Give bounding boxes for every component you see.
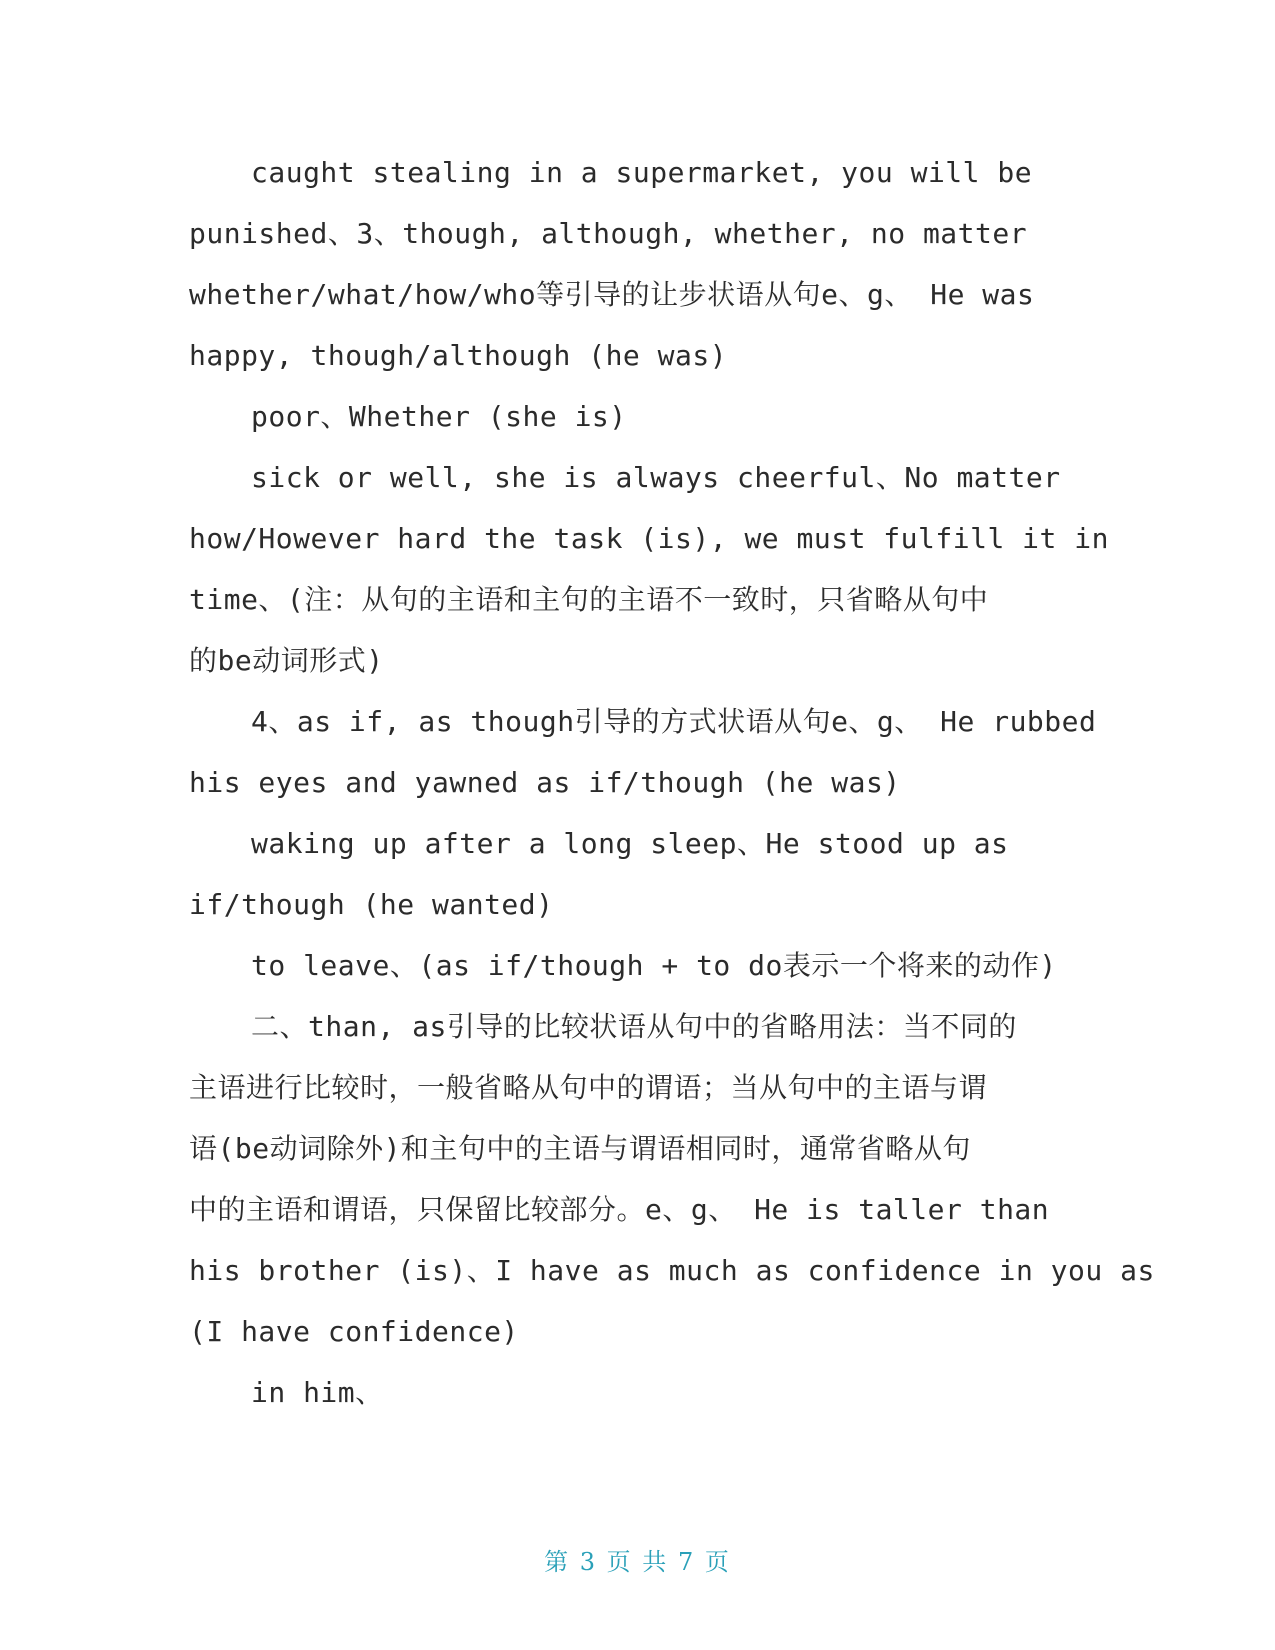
text-line: 二、than, as引导的比较状语从句中的省略用法：当不同的 — [251, 1010, 1017, 1043]
document-body — [189, 142, 1155, 1423]
text-line: to leave、(as if/though + to do表示一个将来的动作) — [251, 949, 1057, 982]
text-line: his eyes and yawned as if/though (he was) — [189, 766, 901, 799]
text-line: in him、 — [251, 1376, 384, 1409]
text-line: happy, though/although (he was) — [189, 339, 728, 372]
text-line: 语(be动词除外)和主句中的主语与谓语相同时，通常省略从句 — [189, 1132, 971, 1165]
text-line: if/though (he wanted) — [189, 888, 554, 921]
text-line: poor、Whether (she is) — [251, 400, 627, 433]
text-line: sick or well, she is always cheerful、No matter — [251, 461, 1061, 494]
page-number-footer: 第 3 页 共 7 页 — [544, 1548, 731, 1576]
text-line: waking up after a long sleep、He stood up as — [251, 827, 1009, 860]
text-line: punished、3、though, although, whether, no matter — [189, 217, 1028, 250]
text-line: caught stealing in a supermarket, you will be — [251, 156, 1033, 189]
text-line: 4、as if, as though引导的方式状语从句e、g、 He rubbed — [251, 705, 1097, 738]
text-line: whether/what/how/who等引导的让步状语从句e、g、 He was — [189, 278, 1035, 311]
text-line: 中的主语和谓语，只保留比较部分。e、g、 He is taller than — [189, 1193, 1050, 1226]
text-line: how/However hard the task (is), we must fulfill it in — [189, 522, 1109, 555]
text-line: 主语进行比较时，一般省略从句中的谓语；当从句中的主语与谓 — [189, 1071, 988, 1104]
text-line: time、(注：从句的主语和主句的主语不一致时，只省略从句中 — [189, 583, 989, 616]
text-line: 的be动词形式) — [189, 644, 384, 677]
text-line: (I have confidence) — [189, 1315, 519, 1348]
text-line: his brother (is)、I have as much as confidence in you as — [189, 1254, 1155, 1287]
